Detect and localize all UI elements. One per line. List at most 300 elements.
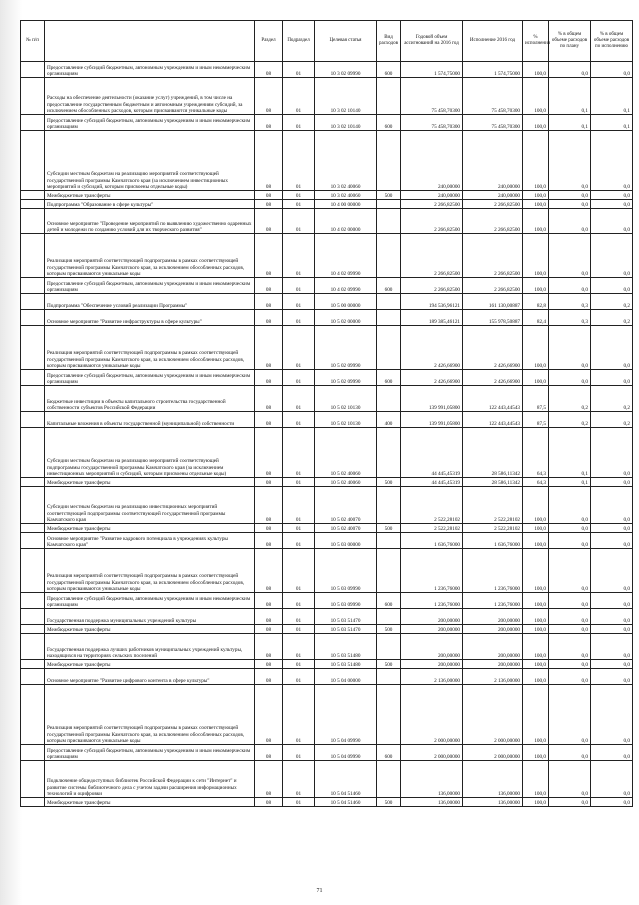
cell-share-plan: 0,2 bbox=[549, 386, 591, 412]
cell-expense-type: 500 bbox=[377, 798, 401, 807]
header-expense-type: Вид расходов bbox=[377, 21, 401, 62]
cell-execution: 2 266,82500 bbox=[463, 200, 523, 209]
cell-razdel: 08 bbox=[255, 191, 283, 200]
cell-target-article: 10 5 03 51480 bbox=[315, 634, 377, 660]
cell-target-article: 10 5 02 09990 bbox=[315, 370, 377, 386]
cell-razdel: 08 bbox=[255, 524, 283, 533]
cell-annual-plan: 139 991,05800 bbox=[401, 412, 463, 428]
cell-podrazdel: 01 bbox=[283, 115, 315, 131]
cell-annual-plan: 44 445,45319 bbox=[401, 428, 463, 478]
cell-execution: 2 000,00000 bbox=[463, 685, 523, 745]
cell-execution-percent: 64,3 bbox=[523, 478, 549, 487]
cell-razdel: 08 bbox=[255, 115, 283, 131]
cell-target-article: 10 5 04 09990 bbox=[315, 745, 377, 761]
cell-execution: 1 236,76000 bbox=[463, 593, 523, 609]
cell-share-plan: 0,0 bbox=[549, 191, 591, 200]
cell-annual-plan: 200,00000 bbox=[401, 634, 463, 660]
cell-execution: 1 636,76000 bbox=[463, 533, 523, 549]
cell-razdel: 08 bbox=[255, 478, 283, 487]
cell-share-plan: 0,0 bbox=[549, 370, 591, 386]
cell-share-plan: 0,0 bbox=[549, 200, 591, 209]
cell-execution: 122 443,44543 bbox=[463, 386, 523, 412]
cell-share-plan: 0,0 bbox=[549, 326, 591, 370]
cell-share-fact: 0,0 bbox=[591, 200, 633, 209]
cell-annual-plan: 75 458,70300 bbox=[401, 78, 463, 115]
cell-annual-plan: 1 236,76000 bbox=[401, 549, 463, 593]
cell-execution: 1 236,76000 bbox=[463, 549, 523, 593]
table-header-row bbox=[21, 21, 633, 62]
cell-annual-plan: 2 522,28102 bbox=[401, 524, 463, 533]
header-execution: Исполнение 2016 год bbox=[463, 21, 523, 62]
cell-expense-type bbox=[377, 669, 401, 685]
cell-execution-percent: 100,0 bbox=[523, 593, 549, 609]
cell-name: Основное мероприятие "Развитие кадрового потенциала в учреждениях культуры Камчатского края" bbox=[45, 533, 255, 549]
cell-expense-type: 500 bbox=[377, 625, 401, 634]
table-row bbox=[21, 200, 633, 209]
cell-share-fact: 0,1 bbox=[591, 115, 633, 131]
cell-share-fact: 0,0 bbox=[591, 745, 633, 761]
cell-expense-type bbox=[377, 78, 401, 115]
cell-name: Предоставление субсидий бюджетным, автономным учреждениям и иным некоммерческим организациям bbox=[45, 278, 255, 294]
cell-num bbox=[21, 278, 45, 294]
cell-share-plan: 0,0 bbox=[549, 234, 591, 278]
cell-execution: 75 458,70300 bbox=[463, 115, 523, 131]
cell-podrazdel: 01 bbox=[283, 609, 315, 625]
cell-razdel: 08 bbox=[255, 798, 283, 807]
table-row bbox=[21, 191, 633, 200]
cell-num bbox=[21, 310, 45, 326]
cell-razdel: 08 bbox=[255, 487, 283, 524]
cell-expense-type bbox=[377, 685, 401, 745]
cell-annual-plan: 2 000,00000 bbox=[401, 745, 463, 761]
cell-expense-type: 600 bbox=[377, 745, 401, 761]
table-row bbox=[21, 370, 633, 386]
cell-num bbox=[21, 191, 45, 200]
cell-target-article: 10 5 04 51460 bbox=[315, 798, 377, 807]
cell-annual-plan: 75 458,70300 bbox=[401, 115, 463, 131]
cell-expense-type: 500 bbox=[377, 660, 401, 669]
cell-execution-percent: 100,0 bbox=[523, 200, 549, 209]
cell-expense-type bbox=[377, 326, 401, 370]
cell-execution-percent: 100,0 bbox=[523, 370, 549, 386]
table-row bbox=[21, 294, 633, 310]
cell-annual-plan: 200,00000 bbox=[401, 660, 463, 669]
cell-share-plan: 0,0 bbox=[549, 609, 591, 625]
cell-razdel: 08 bbox=[255, 669, 283, 685]
cell-name: Реализация мероприятий соответствующей подпрограммы в рамках соответствующей государственной программы Камчатского края, за исключением обособленных расходов, которым присваиваются уникальные коды bbox=[45, 326, 255, 370]
cell-share-plan: 0,0 bbox=[549, 533, 591, 549]
table-row bbox=[21, 549, 633, 593]
cell-target-article: 10 4 02 00000 bbox=[315, 209, 377, 234]
cell-share-plan: 0,0 bbox=[549, 625, 591, 634]
cell-name: Субсидии местным бюджетам на реализацию мероприятий соответствующей подпрограммы государственной программы Камчатского края (за исключением инвестиционных мероприятий и субсидий, которым присвоены отдельные коды) bbox=[45, 428, 255, 478]
cell-num bbox=[21, 234, 45, 278]
cell-share-fact: 0,0 bbox=[591, 234, 633, 278]
cell-podrazdel: 01 bbox=[283, 370, 315, 386]
cell-share-fact: 0,0 bbox=[591, 209, 633, 234]
table-row bbox=[21, 412, 633, 428]
cell-expense-type bbox=[377, 386, 401, 412]
cell-execution: 200,00000 bbox=[463, 634, 523, 660]
cell-name: Межбюджетные трансферты bbox=[45, 524, 255, 533]
cell-razdel: 08 bbox=[255, 609, 283, 625]
cell-expense-type bbox=[377, 200, 401, 209]
table-row bbox=[21, 278, 633, 294]
cell-num bbox=[21, 685, 45, 745]
cell-razdel: 08 bbox=[255, 634, 283, 660]
cell-razdel: 08 bbox=[255, 294, 283, 310]
cell-annual-plan: 136,00000 bbox=[401, 761, 463, 798]
cell-execution: 2 522,28102 bbox=[463, 487, 523, 524]
cell-execution: 2 522,28102 bbox=[463, 524, 523, 533]
cell-podrazdel: 01 bbox=[283, 761, 315, 798]
table-row bbox=[21, 487, 633, 524]
cell-execution-percent: 100,0 bbox=[523, 685, 549, 745]
cell-podrazdel: 01 bbox=[283, 294, 315, 310]
cell-annual-plan: 136,00000 bbox=[401, 798, 463, 807]
cell-annual-plan: 1 574,75000 bbox=[401, 62, 463, 78]
cell-execution-percent: 100,0 bbox=[523, 209, 549, 234]
table-row bbox=[21, 634, 633, 660]
cell-annual-plan: 1 236,76000 bbox=[401, 593, 463, 609]
cell-share-fact: 0,0 bbox=[591, 524, 633, 533]
cell-annual-plan: 2 000,00000 bbox=[401, 685, 463, 745]
cell-share-fact: 0,0 bbox=[591, 625, 633, 634]
cell-name: Государственная поддержка лучших работников муниципальных учреждений культуры, находящихся на территориях сельских поселений bbox=[45, 634, 255, 660]
cell-podrazdel: 01 bbox=[283, 310, 315, 326]
cell-share-plan: 0,0 bbox=[549, 761, 591, 798]
cell-podrazdel: 01 bbox=[283, 593, 315, 609]
cell-podrazdel: 01 bbox=[283, 478, 315, 487]
cell-execution: 200,00000 bbox=[463, 660, 523, 669]
cell-share-plan: 0,1 bbox=[549, 78, 591, 115]
cell-execution-percent: 100,0 bbox=[523, 115, 549, 131]
cell-razdel: 08 bbox=[255, 533, 283, 549]
cell-share-plan: 0,0 bbox=[549, 593, 591, 609]
cell-expense-type bbox=[377, 533, 401, 549]
cell-target-article: 10 4 02 09990 bbox=[315, 234, 377, 278]
cell-share-plan: 0,1 bbox=[549, 115, 591, 131]
cell-execution-percent: 100,0 bbox=[523, 487, 549, 524]
table-body bbox=[21, 62, 633, 807]
cell-expense-type: 600 bbox=[377, 370, 401, 386]
cell-share-fact: 0,0 bbox=[591, 685, 633, 745]
cell-podrazdel: 01 bbox=[283, 669, 315, 685]
cell-num bbox=[21, 78, 45, 115]
cell-share-plan: 0,0 bbox=[549, 669, 591, 685]
table-row bbox=[21, 131, 633, 191]
cell-share-plan: 0,0 bbox=[549, 131, 591, 191]
header-razdel: Раздел bbox=[255, 21, 283, 62]
cell-execution-percent: 100,0 bbox=[523, 326, 549, 370]
table-row bbox=[21, 609, 633, 625]
cell-annual-plan: 139 991,05800 bbox=[401, 386, 463, 412]
cell-execution: 2 426,66900 bbox=[463, 370, 523, 386]
cell-share-fact: 0,0 bbox=[591, 660, 633, 669]
cell-name: Подпрограмма "Образование в сфере культуры" bbox=[45, 200, 255, 209]
table-row bbox=[21, 669, 633, 685]
cell-podrazdel: 01 bbox=[283, 634, 315, 660]
cell-annual-plan: 240,00000 bbox=[401, 131, 463, 191]
cell-razdel: 08 bbox=[255, 428, 283, 478]
cell-num bbox=[21, 549, 45, 593]
cell-target-article: 10 5 02 40060 bbox=[315, 428, 377, 478]
cell-share-fact: 0,0 bbox=[591, 370, 633, 386]
cell-num bbox=[21, 62, 45, 78]
cell-share-fact: 0,0 bbox=[591, 533, 633, 549]
cell-expense-type: 500 bbox=[377, 191, 401, 200]
cell-razdel: 08 bbox=[255, 660, 283, 669]
cell-share-plan: 0,0 bbox=[549, 798, 591, 807]
cell-name: Субсидии местным бюджетам на реализацию мероприятий соответствующей государственной программы Камчатского края (за исключением инвестиционных мероприятий и субсидий, которым присвоены отдельные коды) bbox=[45, 131, 255, 191]
cell-execution-percent: 100,0 bbox=[523, 798, 549, 807]
cell-podrazdel: 01 bbox=[283, 625, 315, 634]
table-row bbox=[21, 78, 633, 115]
cell-execution-percent: 100,0 bbox=[523, 669, 549, 685]
cell-execution-percent: 100,0 bbox=[523, 131, 549, 191]
cell-target-article: 10 5 03 09990 bbox=[315, 549, 377, 593]
cell-razdel: 08 bbox=[255, 326, 283, 370]
cell-name: Межбюджетные трансферты bbox=[45, 625, 255, 634]
cell-num bbox=[21, 660, 45, 669]
cell-execution-percent: 100,0 bbox=[523, 609, 549, 625]
cell-share-plan: 0,0 bbox=[549, 524, 591, 533]
table-row bbox=[21, 115, 633, 131]
cell-expense-type: 600 bbox=[377, 62, 401, 78]
table-row bbox=[21, 428, 633, 478]
cell-expense-type: 500 bbox=[377, 478, 401, 487]
cell-razdel: 08 bbox=[255, 310, 283, 326]
cell-razdel: 08 bbox=[255, 234, 283, 278]
cell-name: Основное мероприятие "Проведение мероприятий по выявлению художественно одаренных детей и молодежи по созданию условий для их творческого развития" bbox=[45, 209, 255, 234]
cell-target-article: 10 5 02 00000 bbox=[315, 310, 377, 326]
cell-expense-type: 600 bbox=[377, 593, 401, 609]
cell-execution: 240,00000 bbox=[463, 191, 523, 200]
cell-execution-percent: 82,8 bbox=[523, 294, 549, 310]
cell-razdel: 08 bbox=[255, 131, 283, 191]
table-row bbox=[21, 593, 633, 609]
cell-share-plan: 0,0 bbox=[549, 278, 591, 294]
cell-target-article: 10 5 02 40070 bbox=[315, 487, 377, 524]
cell-podrazdel: 01 bbox=[283, 326, 315, 370]
cell-execution: 2 266,82500 bbox=[463, 234, 523, 278]
cell-razdel: 08 bbox=[255, 685, 283, 745]
cell-name: Предоставление субсидий бюджетным, автономным учреждениям и иным некоммерческим организациям bbox=[45, 370, 255, 386]
cell-num bbox=[21, 370, 45, 386]
cell-target-article: 10 5 02 09990 bbox=[315, 326, 377, 370]
cell-expense-type bbox=[377, 428, 401, 478]
cell-share-plan: 0,2 bbox=[549, 412, 591, 428]
header-execution-percent: % исполнения bbox=[523, 21, 549, 62]
cell-target-article: 10 5 00 00000 bbox=[315, 294, 377, 310]
cell-execution-percent: 100,0 bbox=[523, 234, 549, 278]
cell-num bbox=[21, 487, 45, 524]
cell-name: Межбюджетные трансферты bbox=[45, 660, 255, 669]
cell-share-fact: 0,0 bbox=[591, 478, 633, 487]
cell-execution: 2 266,82500 bbox=[463, 209, 523, 234]
table-row bbox=[21, 326, 633, 370]
cell-num bbox=[21, 625, 45, 634]
table-row bbox=[21, 234, 633, 278]
cell-execution: 136,00000 bbox=[463, 798, 523, 807]
cell-name: Государственная поддержка муниципальных учреждений культуры bbox=[45, 609, 255, 625]
cell-execution-percent: 87,5 bbox=[523, 412, 549, 428]
cell-num bbox=[21, 798, 45, 807]
cell-name: Подпрограмма "Обеспечение условий реализации Программы" bbox=[45, 294, 255, 310]
cell-target-article: 10 5 04 51460 bbox=[315, 761, 377, 798]
cell-share-fact: 0,1 bbox=[591, 78, 633, 115]
cell-name: Основное мероприятие "Развитие инфраструктуры в сфере культуры" bbox=[45, 310, 255, 326]
cell-name: Капитальные вложения в объекты государственной (муниципальной) собственности bbox=[45, 412, 255, 428]
cell-execution: 240,00000 bbox=[463, 131, 523, 191]
cell-podrazdel: 01 bbox=[283, 660, 315, 669]
cell-podrazdel: 01 bbox=[283, 234, 315, 278]
cell-share-plan: 0,0 bbox=[549, 209, 591, 234]
cell-execution-percent: 100,0 bbox=[523, 634, 549, 660]
cell-execution: 2 000,00000 bbox=[463, 745, 523, 761]
cell-num bbox=[21, 669, 45, 685]
cell-execution: 2 136,00000 bbox=[463, 669, 523, 685]
cell-expense-type: 600 bbox=[377, 115, 401, 131]
cell-annual-plan: 2 266,82500 bbox=[401, 200, 463, 209]
cell-expense-type bbox=[377, 234, 401, 278]
cell-share-plan: 0,0 bbox=[549, 745, 591, 761]
cell-name: Субсидии местным бюджетам на реализацию инвестиционных мероприятий соответствующей подпрограммы соответствующей государственной программы Камчатского края bbox=[45, 487, 255, 524]
cell-share-fact: 0,0 bbox=[591, 487, 633, 524]
cell-share-plan: 0,0 bbox=[549, 62, 591, 78]
cell-num bbox=[21, 524, 45, 533]
table-row bbox=[21, 209, 633, 234]
cell-annual-plan: 2 426,66900 bbox=[401, 326, 463, 370]
cell-num bbox=[21, 593, 45, 609]
cell-execution-percent: 100,0 bbox=[523, 62, 549, 78]
cell-num bbox=[21, 745, 45, 761]
cell-podrazdel: 01 bbox=[283, 685, 315, 745]
cell-expense-type: 500 bbox=[377, 524, 401, 533]
cell-annual-plan: 194 536,96121 bbox=[401, 294, 463, 310]
cell-razdel: 08 bbox=[255, 200, 283, 209]
cell-share-fact: 0,0 bbox=[591, 761, 633, 798]
cell-num bbox=[21, 428, 45, 478]
cell-name: Межбюджетные трансферты bbox=[45, 191, 255, 200]
cell-execution-percent: 100,0 bbox=[523, 524, 549, 533]
cell-share-plan: 0,0 bbox=[549, 685, 591, 745]
table-row bbox=[21, 310, 633, 326]
cell-share-plan: 0,0 bbox=[549, 487, 591, 524]
cell-target-article: 10 3 02 10140 bbox=[315, 115, 377, 131]
cell-annual-plan: 2 266,82500 bbox=[401, 209, 463, 234]
cell-execution-percent: 87,5 bbox=[523, 386, 549, 412]
cell-annual-plan: 2 522,28102 bbox=[401, 487, 463, 524]
cell-razdel: 08 bbox=[255, 761, 283, 798]
table-row bbox=[21, 660, 633, 669]
table-row bbox=[21, 386, 633, 412]
cell-expense-type bbox=[377, 131, 401, 191]
cell-num bbox=[21, 533, 45, 549]
cell-annual-plan: 189 385,46121 bbox=[401, 310, 463, 326]
cell-execution: 155 978,50887 bbox=[463, 310, 523, 326]
cell-share-plan: 0,0 bbox=[549, 549, 591, 593]
cell-name: Основное мероприятие "Развитие цифрового контента в сфере культуры" bbox=[45, 669, 255, 685]
cell-share-fact: 0,0 bbox=[591, 191, 633, 200]
cell-execution: 136,00000 bbox=[463, 761, 523, 798]
cell-execution-percent: 100,0 bbox=[523, 191, 549, 200]
budget-execution-table bbox=[20, 20, 633, 807]
cell-share-fact: 0,2 bbox=[591, 412, 633, 428]
cell-annual-plan: 2 266,82500 bbox=[401, 234, 463, 278]
cell-target-article: 10 4 02 09990 bbox=[315, 278, 377, 294]
cell-share-fact: 0,2 bbox=[591, 310, 633, 326]
cell-name: Бюджетные инвестиции в объекты капитального строительства государственной собственности субъектов Российской Федерации bbox=[45, 386, 255, 412]
cell-share-plan: 0,0 bbox=[549, 634, 591, 660]
header-annual-plan: Годовой объем ассигнований на 2016 год bbox=[401, 21, 463, 62]
cell-num bbox=[21, 478, 45, 487]
cell-name: Предоставление субсидий бюджетным, автономным учреждениям и иным некоммерческим организациям bbox=[45, 115, 255, 131]
cell-name: Реализация мероприятий соответствующей подпрограммы в рамках соответствующей государственной программы Камчатского края, за исключением обособленных расходов, которым присваиваются уникальные коды bbox=[45, 234, 255, 278]
cell-annual-plan: 2 426,66900 bbox=[401, 370, 463, 386]
cell-podrazdel: 01 bbox=[283, 745, 315, 761]
cell-target-article: 10 5 02 40070 bbox=[315, 524, 377, 533]
cell-execution: 28 586,11342 bbox=[463, 428, 523, 478]
cell-execution-percent: 100,0 bbox=[523, 78, 549, 115]
cell-target-article: 10 5 04 09990 bbox=[315, 685, 377, 745]
cell-share-fact: 0,0 bbox=[591, 798, 633, 807]
cell-razdel: 08 bbox=[255, 370, 283, 386]
cell-name: Межбюджетные трансферты bbox=[45, 478, 255, 487]
cell-execution-percent: 64,3 bbox=[523, 428, 549, 478]
cell-target-article: 10 3 02 40060 bbox=[315, 131, 377, 191]
cell-podrazdel: 01 bbox=[283, 200, 315, 209]
page-number: 71 bbox=[316, 888, 323, 894]
cell-name: Реализация мероприятий соответствующей подпрограммы в рамках соответствующей государственной программы Камчатского края, за исключением обособленных расходов, которым присваиваются уникальные коды bbox=[45, 685, 255, 745]
header-share-fact: % в общем объеме расходов по исполнению bbox=[591, 21, 633, 62]
cell-expense-type bbox=[377, 634, 401, 660]
cell-share-fact: 0,0 bbox=[591, 62, 633, 78]
cell-target-article: 10 3 02 09990 bbox=[315, 62, 377, 78]
cell-expense-type: 400 bbox=[377, 412, 401, 428]
table-row bbox=[21, 625, 633, 634]
cell-execution: 200,00000 bbox=[463, 609, 523, 625]
cell-target-article: 10 4 00 00000 bbox=[315, 200, 377, 209]
cell-podrazdel: 01 bbox=[283, 524, 315, 533]
cell-name: Межбюджетные трансферты bbox=[45, 798, 255, 807]
cell-share-plan: 0,3 bbox=[549, 294, 591, 310]
cell-execution-percent: 82,4 bbox=[523, 310, 549, 326]
cell-name: Подключение общедоступных библиотек Российской Федерации к сети "Интернет" и развитие системы библиотечного дела с учетом задачи расширения информационных технологий и оцифровки bbox=[45, 761, 255, 798]
header-podrazdel: Подраздел bbox=[283, 21, 315, 62]
header-share-plan: % в общем объеме расходов по плану bbox=[549, 21, 591, 62]
cell-podrazdel: 01 bbox=[283, 131, 315, 191]
cell-execution-percent: 100,0 bbox=[523, 549, 549, 593]
cell-share-fact: 0,0 bbox=[591, 278, 633, 294]
cell-share-plan: 0,1 bbox=[549, 478, 591, 487]
cell-name: Реализация мероприятий соответствующей подпрограммы в рамках соответствующей государственной программы Камчатского края, за исключением обособленных расходов, которым присваиваются уникальные коды bbox=[45, 549, 255, 593]
cell-execution-percent: 100,0 bbox=[523, 761, 549, 798]
cell-execution: 28 586,11342 bbox=[463, 478, 523, 487]
cell-execution-percent: 100,0 bbox=[523, 625, 549, 634]
table-row bbox=[21, 533, 633, 549]
cell-share-fact: 0,2 bbox=[591, 294, 633, 310]
cell-num bbox=[21, 386, 45, 412]
cell-target-article: 10 3 02 40060 bbox=[315, 191, 377, 200]
cell-num bbox=[21, 131, 45, 191]
cell-target-article: 10 5 02 10130 bbox=[315, 412, 377, 428]
cell-execution-percent: 100,0 bbox=[523, 745, 549, 761]
cell-expense-type bbox=[377, 310, 401, 326]
cell-expense-type bbox=[377, 761, 401, 798]
cell-expense-type bbox=[377, 609, 401, 625]
cell-podrazdel: 01 bbox=[283, 428, 315, 478]
